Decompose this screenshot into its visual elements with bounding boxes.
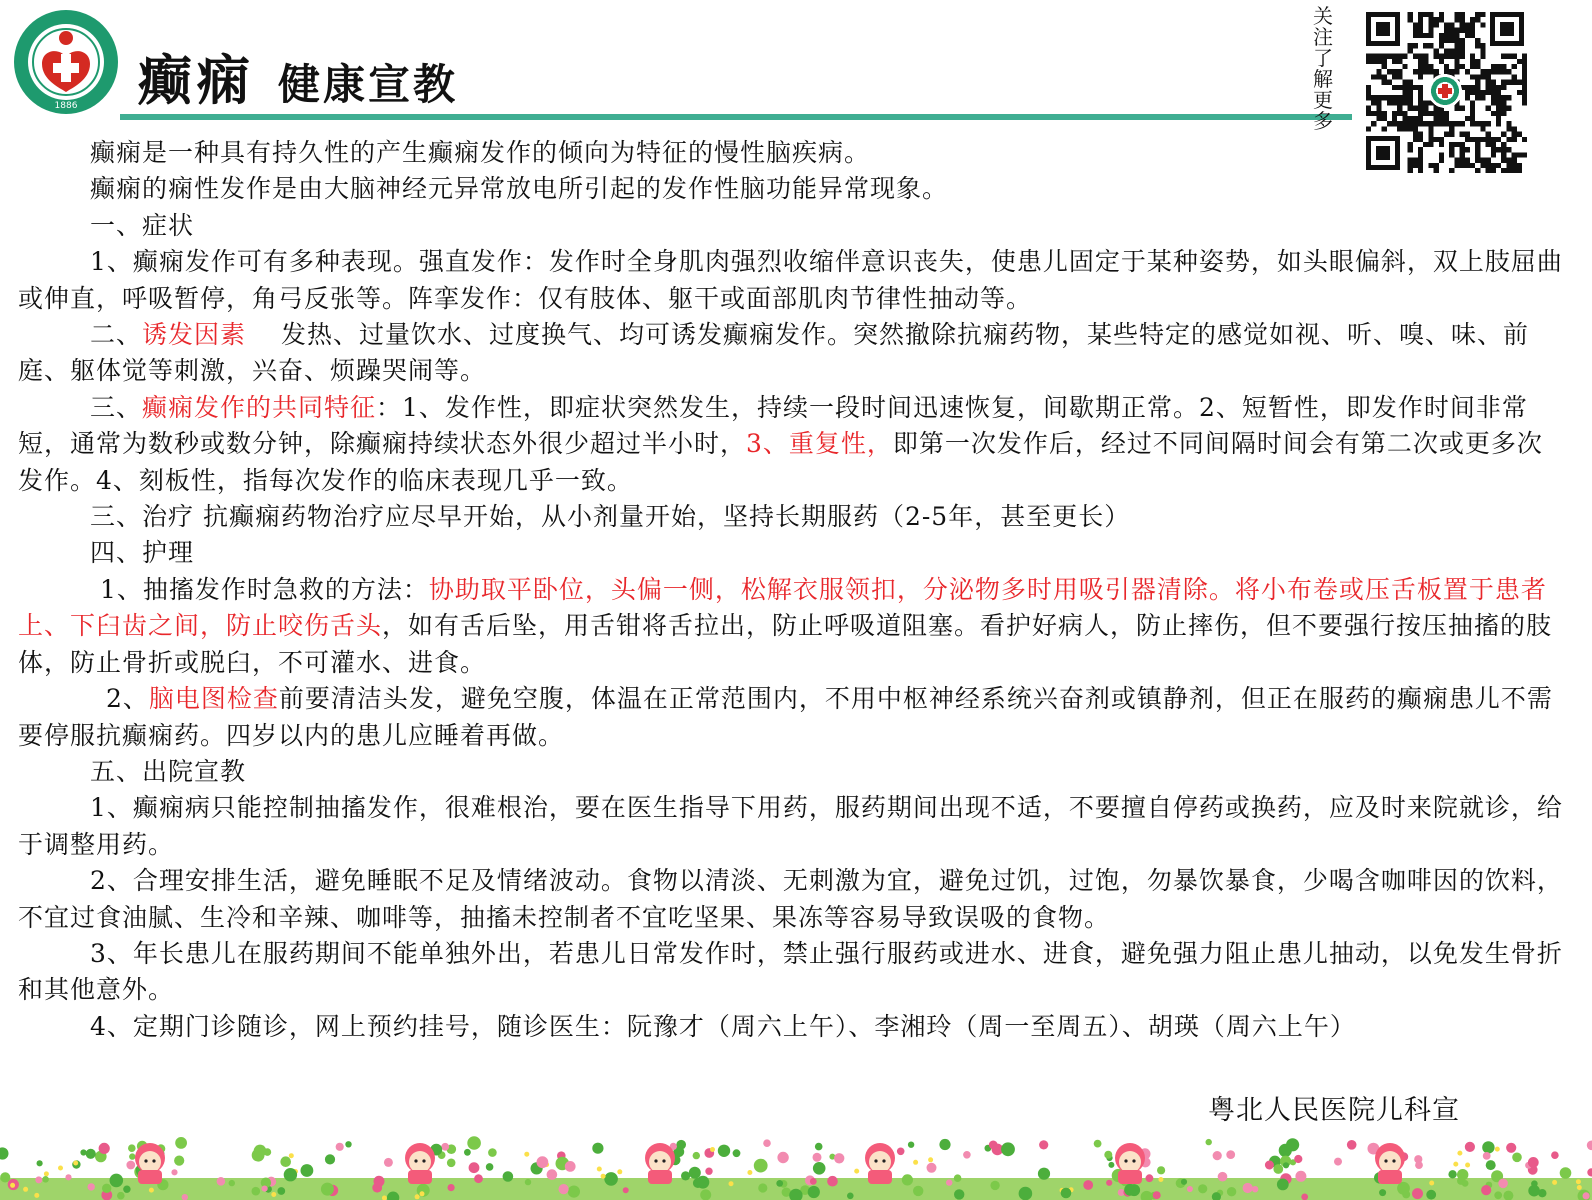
section-heading-discharge: 五、出院宣教	[90, 756, 247, 786]
hospital-logo	[12, 8, 120, 116]
discharge-paragraph-4: 4、定期门诊随诊，网上预约挂号，随诊医生：阮豫才（周六上午）、李湘玲（周一至周五）、胡瑛（周六上午）	[90, 1011, 1356, 1041]
first-aid-highlight: 协助取平卧位，头偏一侧，松解衣服领扣，分泌物多时用吸引器清除。将小布卷或压舌板置于患者上、下臼齿之间，防止咬伤舌头	[18, 574, 1547, 641]
discharge-paragraph-3: 3、年长患儿在服药期间不能单独外出，若患儿日常发作时，禁止强行服药或进水、进食，避免强力阻止患儿抽动，以免发生骨折和其他意外。	[18, 938, 1563, 1005]
eeg-text: 前要清洁头发，避免空腹，体温在正常范围内，不用中枢神经系统兴奋剂或镇静剂，但正在服药的癫痫患儿不需要停服抗癫痫药。四岁以内的患儿应睡着再做。	[18, 684, 1553, 750]
discharge-paragraph-1: 1、癫痫病只能控制抽搐发作，很难根治，要在医生指导下用药，服药期间出现不适，不要擅自停药或换药，应及时来院就诊，给于调整用药。	[18, 793, 1563, 859]
intro-line-2: 癫痫的痫性发作是由大脑神经元异常放电所引起的发作性脑功能异常现象。	[90, 174, 949, 204]
eeg-heading: 脑电图检查	[148, 684, 279, 714]
qr-caption-char: 解	[1313, 67, 1333, 91]
discharge-paragraph-2: 2、合理安排生活，避免睡眠不足及情绪波动。食物以清淡、无刺激为宜，避免过饥，过饱，勿暴饮暴食，少喝含咖啡因的饮料，不宜过食油腻、生冷和辛辣、咖啡等，抽搐未控制者不宜吃坚果、果冻等容易导致误吸的食物。	[18, 866, 1563, 932]
intro-line-1: 癫痫是一种具有持久性的产生癫痫发作的倾向为特征的慢性脑疾病。	[90, 138, 871, 167]
qr-caption-char: 了	[1313, 46, 1333, 70]
page-title	[138, 38, 459, 112]
eeg-prefix: 2、	[106, 684, 149, 714]
symptoms-paragraph: 1、癫痫发作可有多种表现。强直发作：发作时全身肌肉强烈收缩伴意识丧失，使患儿固定于某种姿势，如头眼偏斜，双上肢屈曲或伸直，呼吸暂停，角弓反张等。阵挛发作：仅有肢体、躯干或面部肌肉节律性抽动等。	[18, 247, 1563, 313]
title-main: 癫痫	[138, 48, 254, 112]
first-aid-prefix: 1、抽搐发作时急救的方法：	[100, 574, 429, 604]
features-repeat: 3、重复性，	[746, 429, 893, 459]
first-aid-text: ，如有舌后坠，用舌钳将舌拉出，防止呼吸道阻塞。看护好病人，防止摔伤，但不要强行按压抽搐的肢体，防止骨折或脱臼，不可灌水、进食。	[18, 611, 1553, 677]
features-heading: 癫痫发作的共同特征	[142, 392, 377, 422]
eeg-paragraph	[18, 681, 1563, 754]
triggers-text: 发热、过量饮水、过度换气、均可诱发癫痫发作。突然撤除抗痫药物，某些特定的感觉如视、听、嗅、味、前庭、躯体觉等刺激，兴奋、烦躁哭闹等。	[18, 320, 1529, 386]
department-signature: 粤北人民医院儿科宣	[1208, 1095, 1460, 1126]
section-heading-symptoms: 一、症状	[90, 210, 195, 240]
section-heading-nursing: 四、护理	[90, 538, 195, 568]
features-text-2: 即第一次发作后，经过不同间隔时间会有第二次或更多次发作。4、刻板性，指每次发作的临床表现几乎一致。	[18, 429, 1543, 495]
triggers-paragraph	[18, 317, 1563, 390]
features-text-1: ：1、发作性，即症状突然发生，持续一段时间迅速恢复，间歇期正常。2、短暂性，即发作时间非常短，通常为数秒或数分钟，除癫痫持续状态外很少超过半小时，	[18, 392, 1528, 459]
qr-caption	[1312, 6, 1334, 132]
logo-year: 1886	[54, 101, 78, 111]
first-aid-paragraph	[18, 572, 1563, 681]
triggers-heading: 诱发因素	[142, 320, 247, 350]
qr-caption-char: 更	[1313, 88, 1333, 112]
floral-banner	[0, 1132, 1592, 1200]
title-sub: 健康宣教	[278, 60, 459, 109]
title-underline	[120, 114, 1352, 120]
qr-caption-char: 关	[1313, 4, 1333, 28]
triggers-prefix: 二、	[90, 320, 143, 350]
qr-caption-char: 多	[1313, 109, 1333, 133]
treatment-paragraph: 三、治疗 抗癫痫药物治疗应尽早开始，从小剂量开始，坚持长期服药（2-5年，甚至更长）	[90, 502, 1131, 532]
qr-caption-char: 注	[1313, 25, 1333, 49]
features-prefix: 三、	[90, 392, 143, 422]
article-body	[18, 135, 1563, 1045]
features-paragraph	[18, 390, 1563, 499]
